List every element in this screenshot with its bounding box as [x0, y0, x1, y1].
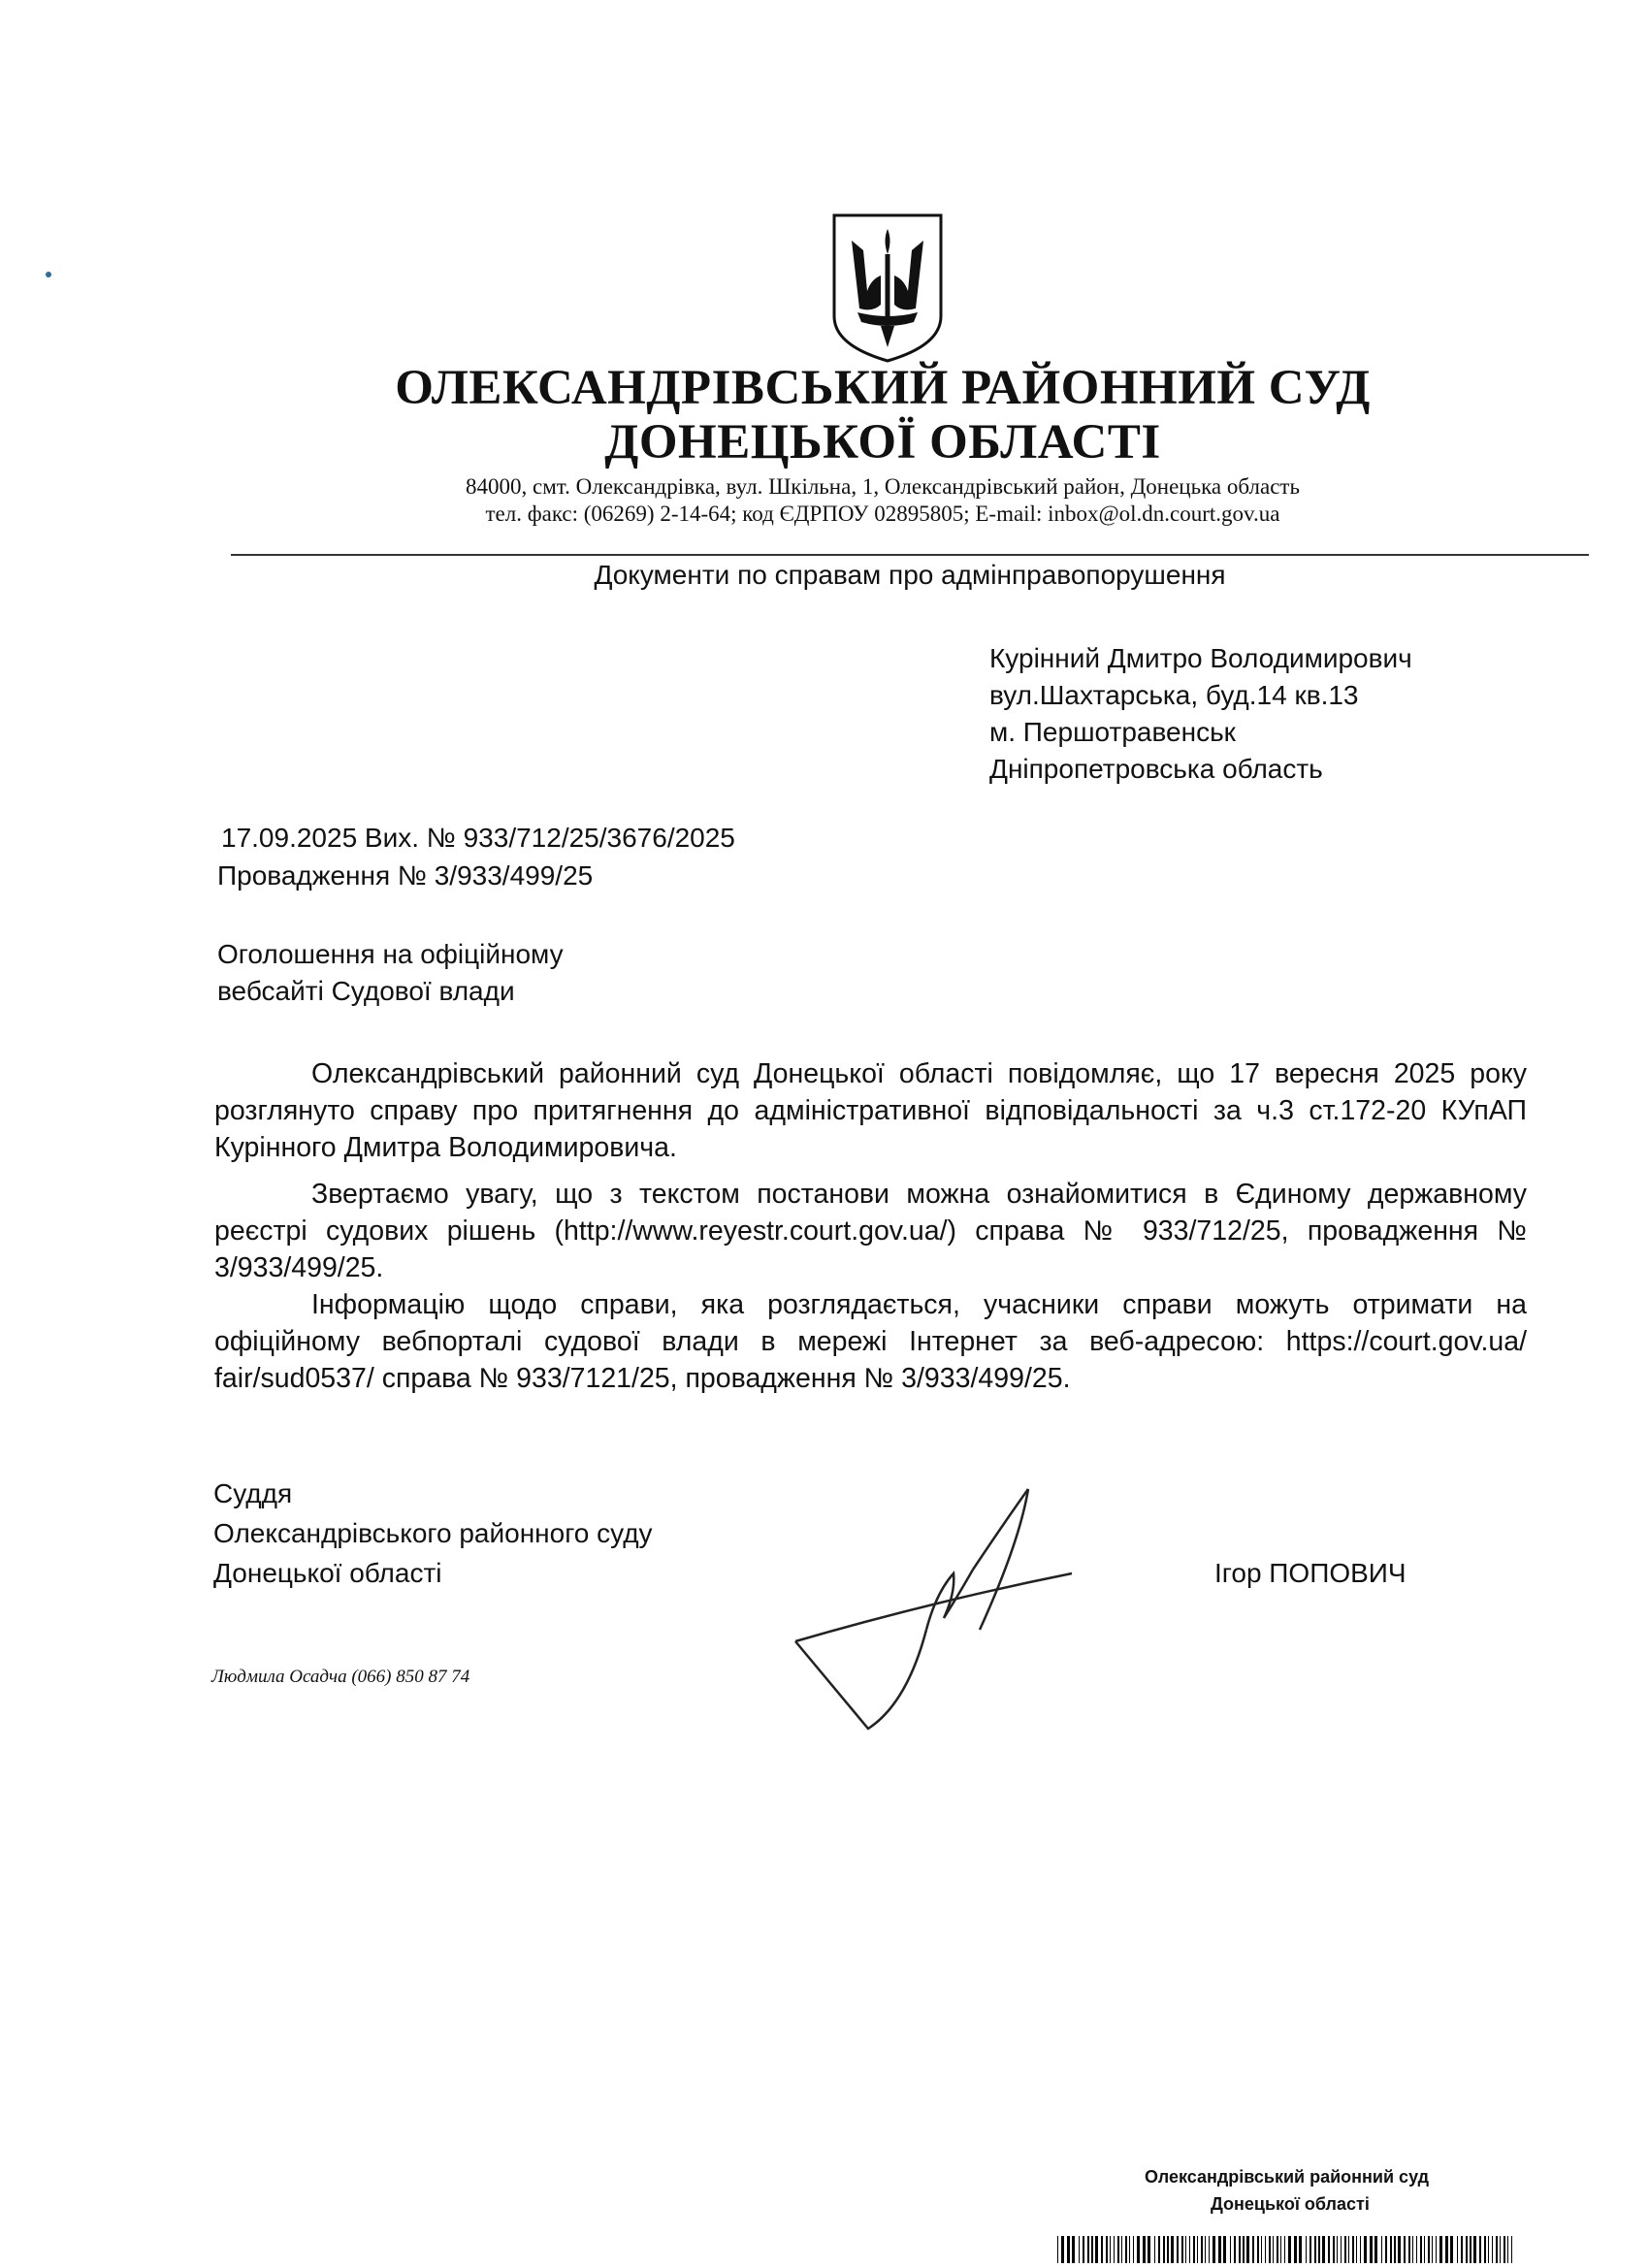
court-name-line2: ДОНЕЦЬКОЇ ОБЛАСТІ	[604, 415, 1161, 470]
recipient-region: Дніпропетровська область	[989, 754, 1323, 784]
footer-court-region: Донецької області	[1211, 2194, 1370, 2214]
executor-contact: Людмила Осадча (066) 850 87 74	[211, 1667, 470, 1687]
ukraine-trident-icon	[830, 211, 945, 365]
document-category: Документи по справам про адмінправопорушення	[594, 560, 1226, 590]
subject-line2: вебсайті Судової влади	[217, 976, 515, 1006]
outgoing-date-number: 17.09.2025 Вих. № 933/712/25/3676/2025	[221, 823, 735, 853]
recipient-street: вул.Шахтарська, буд.14 кв.13	[989, 680, 1359, 710]
recipient-city: м. Першотравенськ	[989, 717, 1236, 747]
barcode	[1057, 2236, 1513, 2263]
header-divider	[231, 554, 1589, 556]
signatory-title-2: Олександрівського районного суду	[213, 1518, 653, 1548]
court-name-line1: ОЛЕКСАНДРІВСЬКИЙ РАЙОННИЙ СУД	[395, 361, 1371, 415]
signatory-title-1: Суддя	[213, 1478, 293, 1508]
footer-court-name: Олександрівський районний суд	[1145, 2167, 1430, 2187]
judge-name: Ігор ПОПОВИЧ	[1214, 1558, 1406, 1588]
scan-marker-dot	[46, 272, 51, 277]
court-address: 84000, смт. Олександрівка, вул. Шкільна, 1, Олександрівський район, Донецька область	[466, 474, 1300, 499]
handwritten-signature	[791, 1484, 1130, 1756]
recipient-name: Курінний Дмитро Володимирович	[989, 643, 1412, 673]
body-paragraph-2: Звертаємо увагу, що з текстом постанови можна ознайомитися в Єдиному державному реєстрі судових рішень (http://www.reyestr.court.gov.ua/) справа № 933/712/25, провадження № 3/933/499/25.	[214, 1179, 1527, 1283]
proceeding-number: Провадження № 3/933/499/25	[217, 860, 594, 891]
body-paragraph-1: Олександрівський районний суд Донецької області повідомляє, що 17 вересня 2025 року розглянуто справу про притягнення до адміністративної відповідальності за ч.3 ст.172-20 КУпАП Курінного Дмитра Володимировича.	[214, 1058, 1527, 1163]
subject-line1: Оголошення на офіційному	[217, 939, 564, 969]
court-contacts: тел. факс: (06269) 2-14-64; код ЄДРПОУ 02895805; E-mail: inbox@ol.dn.court.gov.ua	[485, 502, 1280, 526]
signatory-title-3: Донецької області	[213, 1558, 442, 1588]
body-paragraph-3: Інформацію щодо справи, яка розглядається, учасники справи можуть отримати на офіційному вебпорталі судової влади в мережі Інтернет за веб-адресою: https://court.gov.ua/ fair/sud0537/ справа № 933/7121/25, провадження № 3/933/499/25.	[214, 1289, 1527, 1394]
